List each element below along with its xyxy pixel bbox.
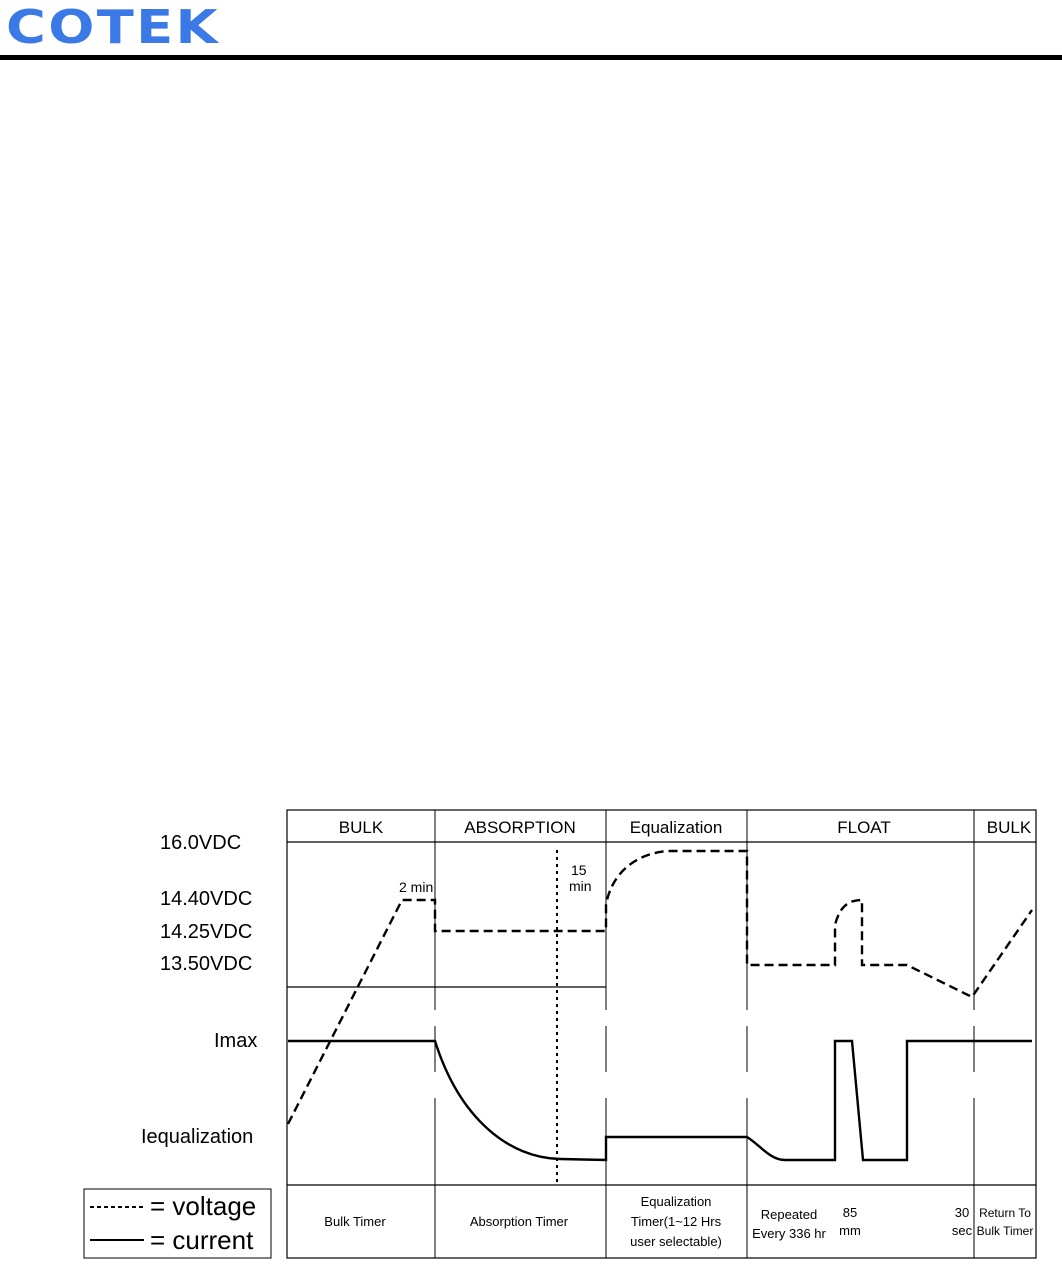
annotation-15-min: min bbox=[569, 878, 592, 894]
current-label-imax: Imax bbox=[214, 1030, 258, 1052]
voltage-labels bbox=[160, 832, 252, 975]
timer-bulk: Bulk Timer bbox=[324, 1214, 386, 1229]
timer-float-85: 85 bbox=[842, 1205, 858, 1220]
legend bbox=[84, 1189, 271, 1258]
current-labels bbox=[141, 1030, 257, 1148]
timer-float-mm: mm bbox=[839, 1223, 861, 1238]
phase-label-bulk: BULK bbox=[338, 818, 384, 837]
voltage-label-14-25: 14.25VDC bbox=[160, 921, 253, 943]
voltage-label-14-40: 14.40VDC bbox=[160, 888, 253, 910]
timer-equalization-line2: Timer(1~12 Hrs bbox=[630, 1214, 722, 1229]
timer-float-30: 30 bbox=[954, 1205, 970, 1220]
annotations bbox=[399, 862, 592, 895]
diagram-frame bbox=[287, 810, 1036, 1258]
timer-return-line1: Return To bbox=[979, 1206, 1031, 1220]
phase-label-float: FLOAT bbox=[837, 818, 891, 837]
divider-gaps bbox=[435, 1010, 974, 1098]
annotation-2-min: 2 min bbox=[399, 879, 434, 895]
timer-absorption: Absorption Timer bbox=[469, 1214, 569, 1229]
legend-current-label: = current bbox=[150, 1225, 254, 1255]
annotation-15: 15 bbox=[571, 862, 587, 878]
cotek-logo: COTEK bbox=[6, 0, 220, 54]
legend-voltage-label: = voltage bbox=[150, 1191, 257, 1221]
phase-dividers bbox=[435, 810, 974, 1258]
current-curve bbox=[288, 1041, 1032, 1160]
timer-return-line2: Bulk Timer bbox=[976, 1224, 1034, 1238]
timer-equalization-line3: user selectable) bbox=[630, 1234, 722, 1249]
phase-label-absorption: ABSORPTION bbox=[464, 818, 576, 837]
voltage-label-16: 16.0VDC bbox=[160, 832, 242, 854]
current-label-iequalization: Iequalization bbox=[141, 1126, 254, 1148]
voltage-label-13-50: 13.50VDC bbox=[160, 953, 253, 975]
phase-label-equalization: Equalization bbox=[629, 818, 723, 837]
timer-return bbox=[977, 1206, 1034, 1238]
phase-labels bbox=[339, 818, 1032, 837]
timer-row bbox=[324, 1194, 972, 1249]
timer-equalization-line1: Equalization bbox=[640, 1194, 712, 1209]
timer-float-sec: sec bbox=[951, 1223, 973, 1238]
timer-float-line2: Every 336 hr bbox=[752, 1226, 826, 1241]
timer-float-line1: Repeated bbox=[760, 1207, 818, 1222]
phase-label-bulk-return: BULK bbox=[986, 818, 1032, 837]
